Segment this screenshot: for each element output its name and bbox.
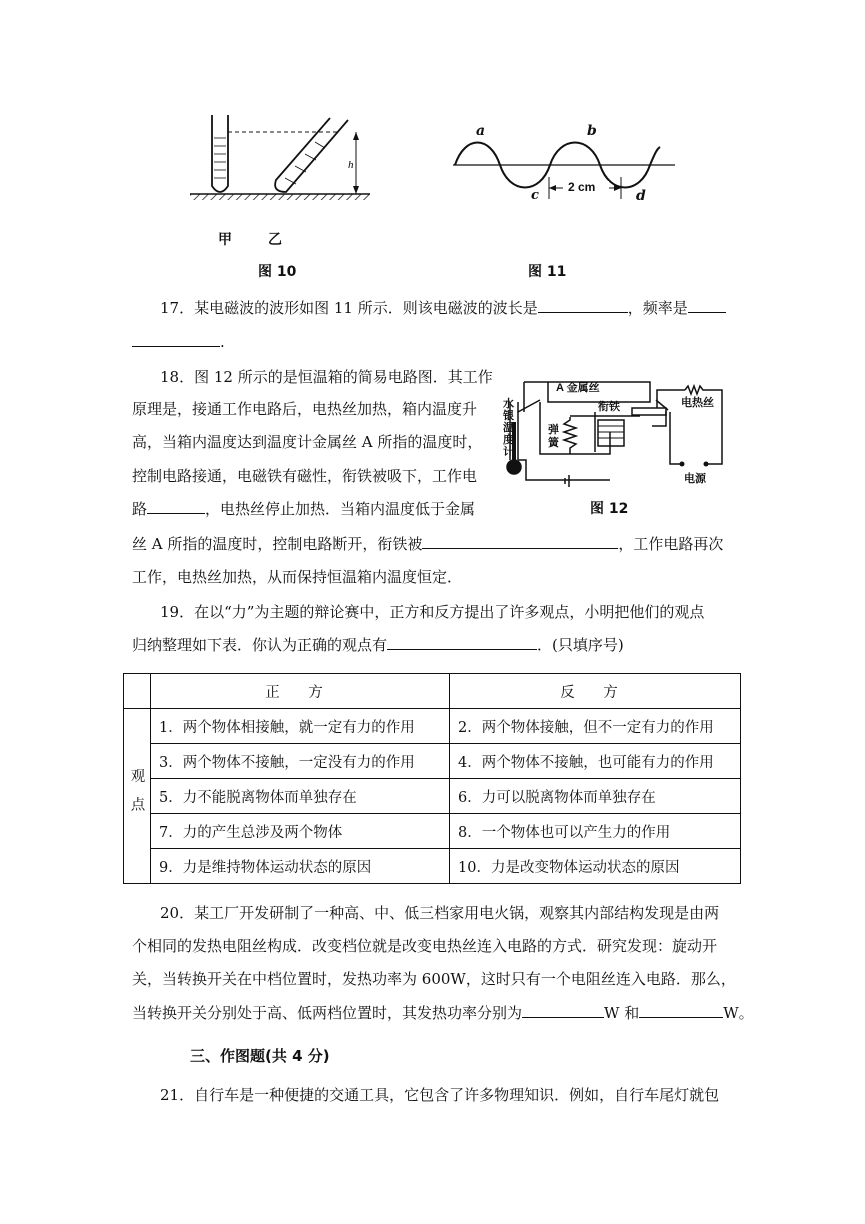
table-cell-pro: 9．力是维持物体运动状态的原因 <box>151 849 450 884</box>
q17-frequency-blank-start[interactable] <box>688 298 726 313</box>
q18-line5 <box>132 499 475 519</box>
table-side-label: 观点 <box>124 709 151 884</box>
table-row <box>124 779 741 814</box>
fig12-armature-label: 衔铁 <box>598 401 620 413</box>
q20-low-power-blank[interactable] <box>639 1003 723 1018</box>
table-cell-con: 10．力是改变物体运动状态的原因 <box>450 849 741 884</box>
q18-line1: 18．图 12 所示的是恒温箱的简易电路图．其工作 <box>160 368 493 386</box>
q20-line4b: W 和 <box>604 1004 640 1022</box>
fig10-label-jia: 甲 <box>218 232 232 248</box>
q20-line4a: 当转换开关分别处于高、低两档位置时，其发热功率分别为 <box>132 1004 523 1022</box>
table-row <box>124 849 741 884</box>
figure-10-caption: 图 10 <box>258 264 297 280</box>
q18-blank1[interactable] <box>147 499 205 514</box>
wave-point-c: c <box>531 188 539 203</box>
fig12-metal-wire-label: A 金属丝 <box>556 382 600 394</box>
table-row <box>124 744 741 779</box>
table-cell-pro: 7．力的产生总涉及两个物体 <box>151 814 450 849</box>
table-row <box>124 709 741 744</box>
q20-line4 <box>132 1003 754 1023</box>
fig12-thermometer-label: 水银温度计 <box>503 398 514 458</box>
table-cell-con: 4．两个物体不接触，也可能有力的作用 <box>450 744 741 779</box>
q19-line2b: ．(只填序号) <box>537 636 624 654</box>
q18-line6a: 丝 A 所指的温度时，控制电路断开，衔铁被 <box>132 535 423 553</box>
q17-line2 <box>132 332 225 352</box>
q18-line4: 控制电路接通，电磁铁有磁性，衔铁被吸下，工作电 <box>132 467 478 485</box>
q20-line2: 个相同的发热电阻丝构成．改变档位就是改变电热丝连入电路的方式．研究发现：旋动开 <box>132 937 718 955</box>
table-cell-con: 2．两个物体接触，但不一定有力的作用 <box>450 709 741 744</box>
section-3-heading: 三、作图题(共 4 分) <box>190 1047 330 1065</box>
q18-line7: 工作，电热丝加热，从而保持恒温箱内温度恒定． <box>132 568 463 586</box>
q18-line5a: 路 <box>132 500 148 518</box>
wave-point-a: a <box>476 123 486 139</box>
h-label: h <box>348 159 354 171</box>
q18-line6 <box>132 534 723 554</box>
q17-wavelength-blank[interactable] <box>538 298 628 313</box>
q17-frequency-blank[interactable] <box>132 332 220 347</box>
wave-distance-label: 2 cm <box>568 180 596 194</box>
q17-text2: ，频率是 <box>627 299 688 317</box>
q18-line2: 原理是，接通工作电路后，电热丝加热，箱内温度升 <box>132 400 478 418</box>
q20-line4c: W。 <box>723 1004 754 1022</box>
q21-line1: 21．自行车是一种便捷的交通工具，它包含了许多物理知识．例如，自行车尾灯就包 <box>160 1086 720 1104</box>
figure-11-caption: 图 11 <box>528 264 567 280</box>
wave-point-d: d <box>636 188 646 204</box>
fig12-heater-label: 电热丝 <box>681 397 714 409</box>
q18-line3: 高，当箱内温度达到温度计金属丝 A 所指的温度时， <box>132 433 483 451</box>
q18-blank2[interactable] <box>422 534 618 549</box>
figure-12-caption: 图 12 <box>590 501 629 517</box>
table-cell-con: 8．一个物体也可以产生力的作用 <box>450 814 741 849</box>
figure-10-diagram <box>190 110 380 240</box>
table-header-row <box>124 674 741 709</box>
table-cell-pro: 3．两个物体不接触，一定没有力的作用 <box>151 744 450 779</box>
q19-line2 <box>132 635 624 655</box>
viewpoints-table <box>123 673 741 884</box>
table-cell-con: 6．力可以脱离物体而单独存在 <box>450 779 741 814</box>
q17-text1: 17．某电磁波的波形如图 11 所示．则该电磁波的波长是 <box>160 299 538 317</box>
table-corner-cell <box>124 674 151 709</box>
q17-text3: . <box>220 333 225 351</box>
q19-line1: 19．在以“力”为主题的辩论赛中，正方和反方提出了许多观点，小明把他们的观点 <box>160 603 705 621</box>
fig10-label-yi: 乙 <box>268 232 282 248</box>
q18-line5b: ，电热丝停止加热．当箱内温度低于金属 <box>205 500 476 518</box>
table-header-con: 反 方 <box>450 674 741 709</box>
q19-answer-blank[interactable] <box>387 635 537 650</box>
q19-line2a: 归纳整理如下表．你认为正确的观点有 <box>132 636 388 654</box>
q17-line1 <box>160 298 726 318</box>
q20-line1: 20．某工厂开发研制了一种高、中、低三档家用电火锅，观察其内部结构发现是由两 <box>160 904 720 922</box>
table-cell-pro: 1．两个物体相接触，就一定有力的作用 <box>151 709 450 744</box>
q20-high-power-blank[interactable] <box>522 1003 604 1018</box>
table-cell-pro: 5．力不能脱离物体而单独存在 <box>151 779 450 814</box>
q20-line3: 关，当转换开关在中档位置时，发热功率为 600W，这时只有一个电阻丝连入电路．那么， <box>132 970 736 988</box>
table-row <box>124 814 741 849</box>
wave-point-b: b <box>587 123 597 139</box>
table-header-pro: 正 方 <box>151 674 450 709</box>
fig12-power-label: 电源 <box>684 473 706 485</box>
fig12-spring-label: 弹簧 <box>548 424 559 449</box>
q18-line6b: ，工作电路再次 <box>618 535 724 553</box>
